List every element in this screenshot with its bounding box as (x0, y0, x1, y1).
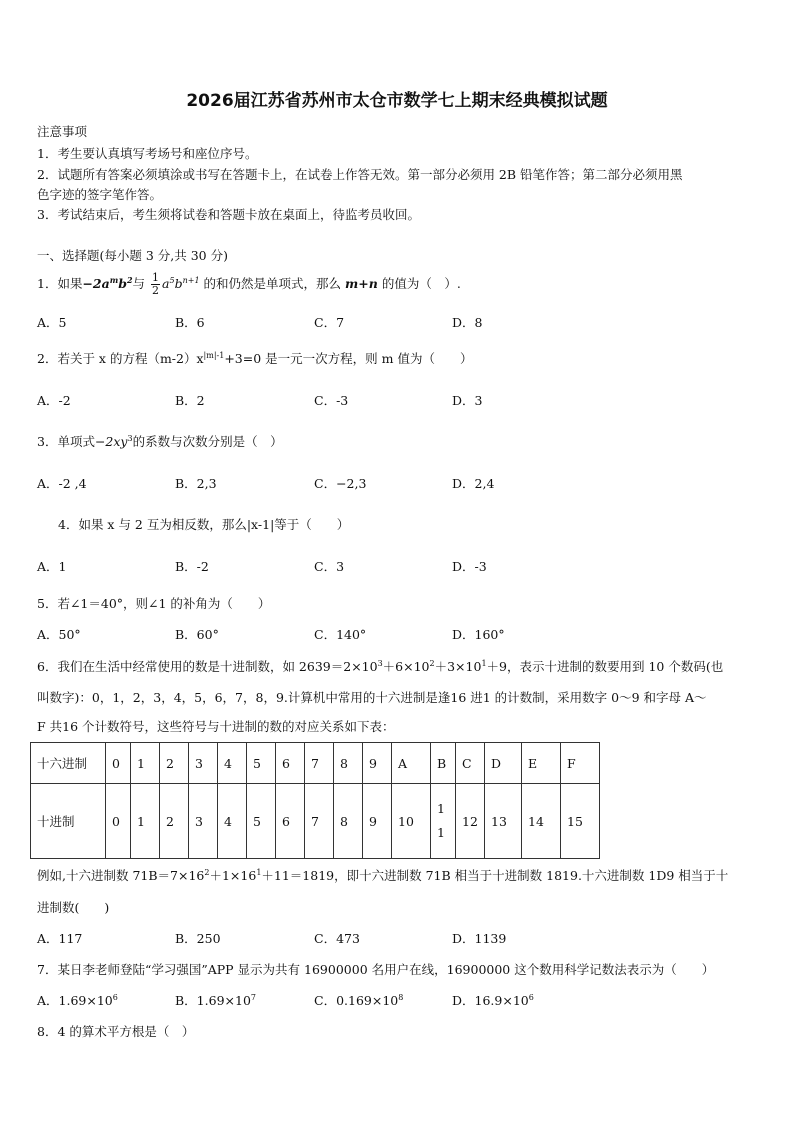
question-6-example2: 进制数( ) (37, 900, 110, 915)
q1-term2-exp2: n+1 (182, 275, 200, 285)
table-cell: 0 (106, 784, 131, 859)
q3-monomial: −2xy (94, 434, 128, 449)
q2-exp: |m|-1 (203, 350, 225, 360)
notice-item: 2．试题所有答案必须填涂或书写在答题卡上，在试卷上作答无效。第一部分必须用 2B 铅笔作答；第二部分必须用黑 (37, 167, 683, 182)
table-cell: 7 (305, 743, 334, 784)
q7-b-exp: 7 (250, 992, 256, 1002)
q3-option-c: C．−2,3 (314, 476, 367, 491)
table-cell: 8 (334, 784, 363, 859)
table-cell: 3 (189, 784, 218, 859)
q6-l1a: 6．我们在生活中经常使用的数是十进制数，如 2639＝2×10 (37, 659, 378, 674)
table-cell: B (431, 743, 456, 784)
q1-term2-b: b (174, 276, 183, 291)
table-cell: 5 (247, 784, 276, 859)
table-cell: 9 (363, 743, 392, 784)
q6-exp3: 1 (481, 658, 487, 668)
table-header-hex: 十六进制 (31, 743, 106, 784)
q2-text-a: 2．若关于 x 的方程（m-2）x (37, 351, 204, 366)
q5-option-c: C．140° (314, 627, 367, 642)
q5-option-d: D．160° (452, 627, 505, 642)
q3-option-b: B．2,3 (175, 476, 217, 491)
q1-option-a: A．5 (37, 315, 67, 330)
q1-term2: a (162, 276, 170, 291)
q7-c-base: C．0.169×10 (314, 993, 399, 1008)
frac-den: 2 (152, 284, 160, 297)
q1-option-b: B．6 (175, 315, 205, 330)
q6-option-d: D．1139 (452, 931, 507, 946)
question-1 (37, 272, 461, 297)
table-cell: 10 (392, 784, 431, 859)
table-cell: 6 (276, 784, 305, 859)
q7-option-b (175, 991, 256, 1009)
q1-term1-b: b (118, 276, 127, 291)
question-7: 7．某日李老师登陆“学习强国”APP 显示为共有 16900000 名用户在线，16900000 这个数用科学记数法表示为（ ） (37, 962, 715, 977)
q1-prefix: 1．如果 (37, 276, 83, 291)
notice-item: 1．考生要认真填写考场号和座位序号。 (37, 146, 258, 161)
q6-exp1: 3 (377, 658, 383, 668)
q1-option-d: D．8 (452, 315, 483, 330)
q7-d-base: D．16.9×10 (452, 993, 529, 1008)
table-cell: E (522, 743, 561, 784)
table-cell: 1 (131, 784, 160, 859)
table-cell: 4 (218, 784, 247, 859)
table-cell: 14 (522, 784, 561, 859)
table-cell: 8 (334, 743, 363, 784)
q7-a-exp: 6 (112, 992, 118, 1002)
q1-term1: −2a (82, 276, 110, 291)
question-6-example (37, 866, 728, 884)
table-header-dec: 十进制 (31, 784, 106, 859)
q4-option-c: C．3 (314, 559, 345, 574)
q4-option-d: D．-3 (452, 559, 487, 574)
table-cell: 15 (561, 784, 600, 859)
q6-ex-a: 例如,十六进制数 71B＝7×16 (37, 868, 205, 883)
table-row (31, 743, 600, 784)
question-6-line3: F 共16 个计数符号，这些符号与十进制的数的对应关系如下表： (37, 719, 395, 734)
q1-term2-exp: 5 (169, 275, 175, 285)
q5-option-a: A．50° (37, 627, 81, 642)
table-cell: F (561, 743, 600, 784)
question-2 (37, 349, 472, 367)
q6-exp2: 2 (429, 658, 435, 668)
notice-item: 色字迹的签字笔作答。 (37, 187, 163, 202)
table-cell: 12 (456, 784, 485, 859)
q7-d-exp: 6 (528, 992, 534, 1002)
notice-heading: 注意事项 (37, 124, 88, 139)
table-cell: C (456, 743, 485, 784)
q3-text-b: 的系数与次数分别是（ ） (132, 434, 283, 449)
q6-l1d: ＋9，表示十进制的数要用到 10 个数码(也 (486, 659, 724, 674)
q3-option-d: D．2,4 (452, 476, 495, 491)
q2-option-b: B．2 (175, 393, 205, 408)
q7-option-d (452, 991, 534, 1009)
q2-option-a: A．-2 (37, 393, 71, 408)
notice-item: 3．考试结束后，考生须将试卷和答题卡放在桌面上，待监考员收回。 (37, 207, 420, 222)
q6-l1c: ＋3×10 (434, 659, 482, 674)
table-cell: 13 (485, 784, 522, 859)
q7-a-base: A．1.69×10 (37, 993, 113, 1008)
question-6-line1 (37, 657, 723, 675)
table-cell: 2 (160, 743, 189, 784)
table-cell: 7 (305, 784, 334, 859)
table-cell: 0 (106, 743, 131, 784)
section-heading: 一、选择题(每小题 3 分,共 30 分) (37, 248, 228, 263)
table-cell: 4 (218, 743, 247, 784)
q2-option-c: C．-3 (314, 393, 349, 408)
q4-option-b: B．-2 (175, 559, 209, 574)
q7-b-base: B．1.69×10 (175, 993, 251, 1008)
page-title: 2026届江苏省苏州市太仓市数学七上期末经典模拟试题 (186, 91, 608, 111)
wrapped-digit: 1 (437, 825, 445, 840)
q7-option-a (37, 991, 118, 1009)
question-6-line2: 叫数字)：0，1，2，3，4，5，6，7，8，9.计算机中常用的十六进制是逢16 进1 的计数制，采用数字 0～9 和字母 A～ (37, 690, 707, 705)
table-cell: 3 (189, 743, 218, 784)
table-cell: 6 (276, 743, 305, 784)
hex-decimal-table (30, 742, 600, 859)
q6-ex-b: ＋1×16 (209, 868, 257, 883)
q4-option-a: A．1 (37, 559, 67, 574)
q6-option-c: C．473 (314, 931, 360, 946)
q2-text-b: +3=0 是一元一次方程，则 m 值为（ ） (224, 351, 473, 366)
q2-option-d: D．3 (452, 393, 483, 408)
q6-option-b: B．250 (175, 931, 221, 946)
question-4: 4．如果 x 与 2 互为相反数，那么|x-1|等于（ ） (58, 517, 350, 532)
q1-end: 的值为（ ）. (381, 276, 461, 291)
wrapped-digit: 1 (437, 801, 445, 816)
q6-ex-exp1: 2 (204, 867, 210, 877)
q1-term1-exp: m (109, 274, 119, 285)
q1-conj: 与 (132, 276, 146, 291)
q1-suffix: 的和仍然是单项式，那么 (203, 276, 342, 291)
q1-expr: m+n (345, 276, 378, 291)
q6-l1b: ＋6×10 (382, 659, 430, 674)
q7-option-c (314, 991, 403, 1009)
table-cell-wrapped (431, 784, 456, 859)
table-cell: A (392, 743, 431, 784)
table-cell: 1 (131, 743, 160, 784)
q3-exp: 3 (127, 433, 133, 443)
q1-term1-exp2: 2 (126, 274, 133, 285)
question-8: 8．4 的算术平方根是（ ） (37, 1024, 195, 1039)
table-cell: 2 (160, 784, 189, 859)
q1-option-c: C．7 (314, 315, 345, 330)
q6-ex-c: ＋11＝1819，即十六进制数 71B 相当于十进制数 1819.十六进制数 1D9 相当于十 (261, 868, 729, 883)
q3-option-a: A．-2 ,4 (37, 476, 87, 491)
table-cell: D (485, 743, 522, 784)
q7-c-exp: 8 (398, 992, 404, 1002)
table-cell: 9 (363, 784, 392, 859)
table-row (31, 784, 600, 859)
question-5: 5．若∠1＝40°，则∠1 的补角为（ ） (37, 596, 271, 611)
q6-ex-exp2: 1 (256, 867, 262, 877)
q5-option-b: B．60° (175, 627, 219, 642)
frac-num: 1 (152, 271, 160, 284)
question-3 (37, 432, 283, 450)
table-cell: 5 (247, 743, 276, 784)
q1-fraction (151, 272, 160, 297)
q6-option-a: A．117 (37, 931, 83, 946)
q3-text-a: 3．单项式 (37, 434, 95, 449)
